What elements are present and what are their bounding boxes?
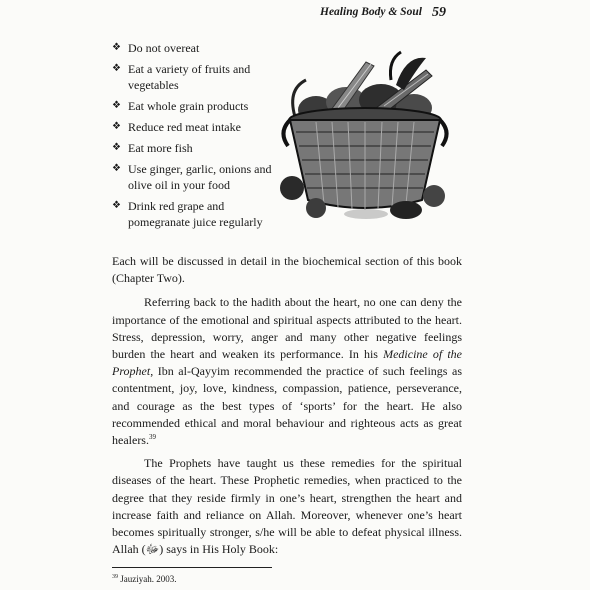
footnote-number: 39 [112, 574, 118, 580]
footnote-reference: 39 [148, 433, 156, 442]
list-item: ❖ Eat whole grain products [112, 99, 249, 113]
paragraph: The Prophets have taught us these remedies for the spiritual diseases of the heart. These Prophetic remedies, when practiced to the degree that they reside firmly in one’s heart, strengthen the heart and increase faith and reliance on Allah. Moreover, whenever one’s heart becomes spiritually stronger, s/he will be able to defeat physical illness. Allah (ﷻ) says in His Holy Book: [112, 456, 462, 557]
list-item: ❖ Use ginger, garlic, onions and olive oil in your food [112, 162, 272, 192]
diamond-bullet-icon: ❖ [112, 42, 121, 53]
running-title: Healing Body & Soul [320, 6, 422, 18]
basket-icon [283, 108, 446, 210]
footnote [112, 574, 177, 584]
diamond-bullet-icon: ❖ [112, 142, 121, 153]
page-number: 59 [432, 5, 446, 20]
page-header [0, 4, 590, 22]
list-item: ❖ Reduce red meat intake [112, 120, 241, 134]
diamond-bullet-icon: ❖ [112, 63, 121, 74]
diamond-bullet-icon: ❖ [112, 163, 121, 174]
list-item: ❖ Eat more fish [112, 141, 193, 155]
footnote-divider [112, 567, 272, 568]
body-text [112, 253, 462, 564]
list-item: ❖ Eat a variety of fruits and vegetables [112, 62, 251, 92]
list-item: ❖ Drink red grape and pomegranate juice regularly [112, 199, 263, 229]
basket-illustration [276, 50, 454, 220]
diamond-bullet-icon: ❖ [112, 200, 121, 211]
diamond-bullet-icon: ❖ [112, 100, 121, 111]
paragraph: Each will be discussed in detail in the biochemical section of this book (Chapter Two). [112, 254, 462, 286]
book-title: Medicine of the Prophet [112, 347, 462, 379]
diamond-bullet-icon: ❖ [112, 121, 121, 132]
tips-list [112, 40, 287, 235]
paragraph: Referring back to the hadith about the heart, no one can deny the importance of the emotional and spiritual aspects attributed to the heart. Stress, depression, worry, anger and many other negative feelings burden the heart and weaken its performance. In his Medicine of the Prophet, Ibn al-Qayyim recommended the practice of such feelings as contentment, joy, love, kindness, compassion, patience, perseverance, and courage as the best types of ‘sports’ for the heart. He also recommended ethical and moral behaviour and righteous acts as great healers.$^{39}$ [112, 295, 462, 448]
footnote-text: Jauziyah. 2003. [120, 574, 177, 584]
list-item: ❖ Do not overeat [112, 41, 200, 55]
